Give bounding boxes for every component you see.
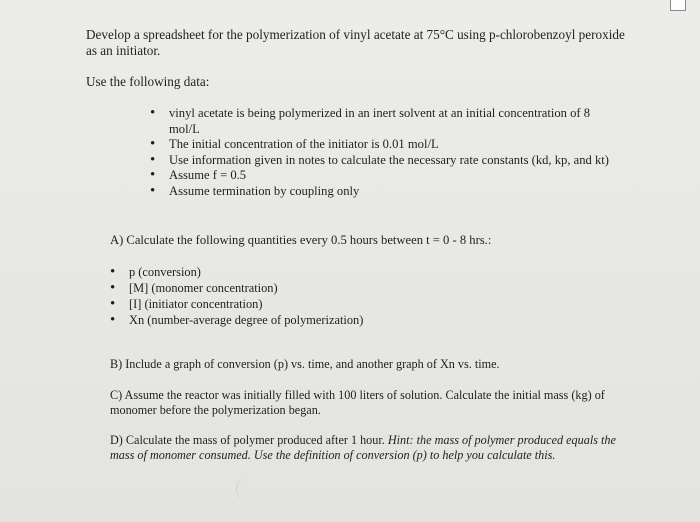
list-item: • Use information given in notes to calculate the necessary rate constants (kd, kp, and kt)	[150, 153, 620, 169]
part-d	[110, 433, 630, 463]
use-data-label: Use the following data:	[86, 74, 210, 89]
intro-text: Develop a spreadsheet for the polymerization of vinyl acetate at 75°C using p-chlorobenzoyl peroxide as an initiator.	[86, 27, 625, 58]
quantities-list	[110, 264, 510, 328]
checkbox-corner[interactable]	[670, 0, 686, 11]
pen-mark	[236, 478, 255, 500]
part-d-hint: Hint: the mass of polymer produced equals the mass of monomer consumed. Use the definition of conversion (p) to help you calculate this.	[110, 433, 616, 462]
list-item: • Assume termination by coupling only	[150, 184, 620, 200]
list-item: • [M] (monomer concentration)	[110, 280, 510, 296]
part-d-text: D) Calculate the mass of polymer produced after 1 hour.	[110, 433, 385, 447]
list-item: • [I] (initiator concentration)	[110, 296, 510, 312]
part-c-text: C) Assume the reactor was initially filled with 100 liters of solution. Calculate the initial mass (kg) of monomer before the polymerization began.	[110, 388, 605, 417]
part-a-text: A) Calculate the following quantities every 0.5 hours between t = 0 - 8 hrs.:	[110, 233, 492, 247]
data-list	[150, 106, 620, 199]
list-item: • Assume f = 0.5	[150, 168, 620, 184]
list-item: • vinyl acetate is being polymerized in an inert solvent at an initial concentration of 8 mol/L	[150, 106, 620, 137]
part-b-text: B) Include a graph of conversion (p) vs. time, and another graph of Xn vs. time.	[110, 357, 500, 371]
list-item: • The initial concentration of the initiator is 0.01 mol/L	[150, 137, 620, 153]
list-item: • Xn (number-average degree of polymerization)	[110, 312, 510, 328]
list-item: • p (conversion)	[110, 264, 510, 280]
